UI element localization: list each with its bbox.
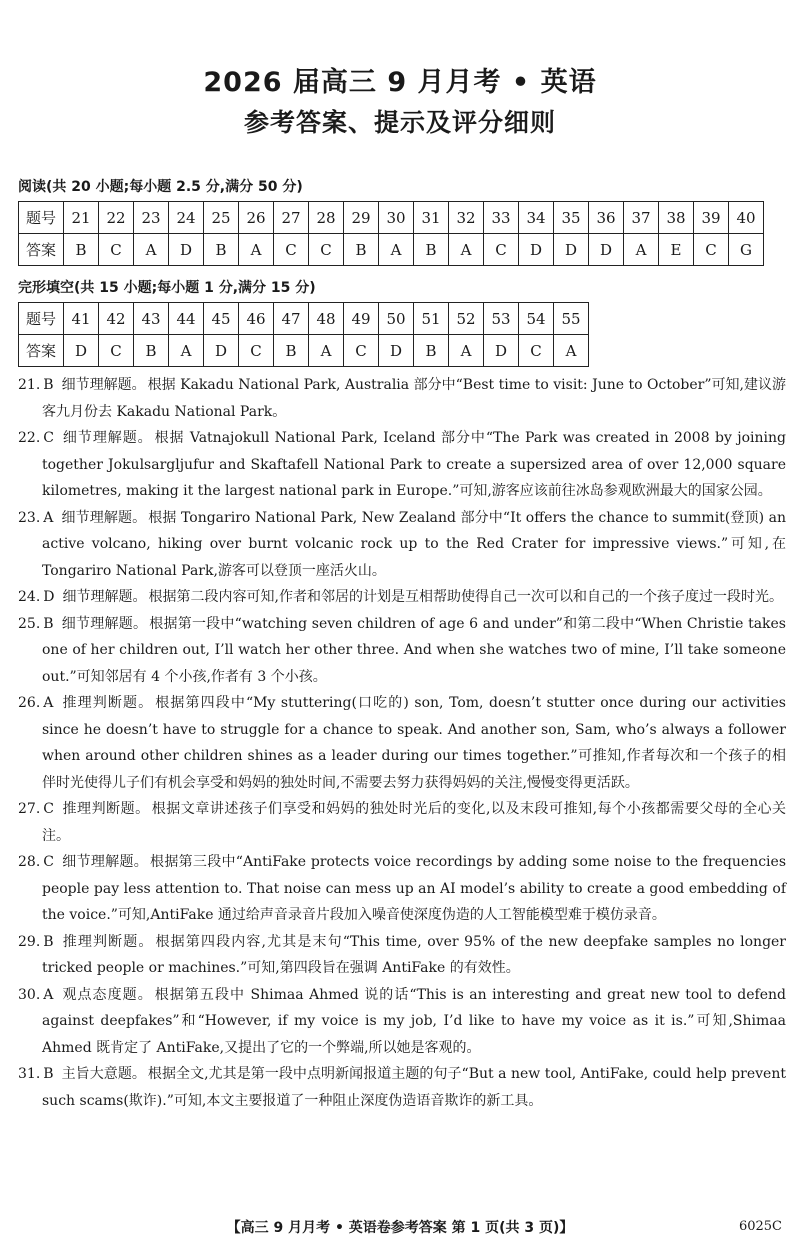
explanation-answer: A <box>43 695 54 711</box>
question-number-cell: 38 <box>659 202 694 234</box>
explanation-question-type: 细节理解题。 <box>62 589 147 605</box>
reading-number-row <box>19 202 764 234</box>
explanations-list <box>18 372 786 1114</box>
paper-code: 6025C <box>738 1219 782 1234</box>
explanation-question-type: 推理判断题。 <box>61 801 150 817</box>
explanation-question-type: 主旨大意题。 <box>61 1066 146 1082</box>
explanation-item <box>18 1061 786 1114</box>
explanation-number: 30. <box>18 986 41 1003</box>
question-number-cell: 25 <box>204 202 239 234</box>
answer-cell: B <box>344 234 379 266</box>
question-number-cell: 52 <box>449 303 484 335</box>
row-label-number: 题号 <box>19 202 64 234</box>
explanation-question-type: 细节理解题。 <box>61 377 146 393</box>
question-number-cell: 26 <box>239 202 274 234</box>
explanation-item <box>18 982 786 1062</box>
explanation-question-type: 推理判断题。 <box>61 695 154 711</box>
question-number-cell: 50 <box>379 303 414 335</box>
question-number-cell: 48 <box>309 303 344 335</box>
page-subtitle: 参考答案、提示及评分细则 <box>243 108 556 137</box>
explanation-text: 根据 Kakadu National Park, Australia 部分中“Best time to visit: June to October”可知,建议游客九月份去 Kakadu National Park。 <box>42 377 787 420</box>
explanation-item <box>18 611 786 691</box>
question-number-cell: 21 <box>64 202 99 234</box>
question-number-cell: 44 <box>169 303 204 335</box>
answer-cell: A <box>169 335 204 367</box>
explanation-item <box>18 929 786 982</box>
explanation-number: 27. <box>18 801 41 817</box>
question-number-cell: 49 <box>344 303 379 335</box>
answer-cell: A <box>379 234 414 266</box>
question-number-cell: 46 <box>239 303 274 335</box>
explanation-answer: D <box>43 589 55 605</box>
explanation-text: 根据第一段中“watching seven children of age 6 and under”和第二段中“When Christie takes one of her children out, I’ll watch her other three. And when she watches two of mine, I’ll take someone out.”可知邻居有 4 个小孩,作者有 3 个小孩。 <box>42 615 786 685</box>
answer-cell: C <box>239 335 274 367</box>
answer-cell: D <box>204 335 239 367</box>
explanation-number: 22. <box>18 430 41 446</box>
explanation-answer: A <box>43 986 54 1003</box>
question-number-cell: 23 <box>134 202 169 234</box>
question-number-cell: 30 <box>379 202 414 234</box>
explanation-number: 23. <box>18 509 41 526</box>
explanation-number: 26. <box>18 695 41 711</box>
question-number-cell: 35 <box>554 202 589 234</box>
question-number-cell: 39 <box>694 202 729 234</box>
answer-cell: C <box>99 335 134 367</box>
explanation-text: 根据全文,尤其是第一段中点明新闻报道主题的句子“But a new tool, AntiFake, could help prevent such scams(欺诈).”可知,本文主要报道了一种阻止深度伪造语音欺诈的新工具。 <box>42 1066 786 1109</box>
explanation-question-type: 细节理解题。 <box>61 509 147 526</box>
explanation-question-type: 观点态度题。 <box>61 986 153 1003</box>
answer-cell: C <box>274 234 309 266</box>
answer-cell: D <box>554 234 589 266</box>
explanation-item <box>18 584 786 611</box>
explanation-question-type: 细节理解题。 <box>61 854 149 870</box>
question-number-cell: 42 <box>99 303 134 335</box>
question-number-cell: 27 <box>274 202 309 234</box>
explanation-number: 29. <box>18 933 41 950</box>
explanation-item <box>18 849 786 929</box>
reading-answer-row <box>19 234 764 266</box>
explanation-text: 根据 Vatnajokull National Park, Iceland 部分中“The Park was created in 2008 by joining together Jokulsargljufur and Skaftafell National Park to create a supersized area of over 12,000 square kilometres, making it the largest national park in Europe.”可知,游客应该前往冰岛参观欧洲最大的国家公园。 <box>42 430 786 499</box>
row-label-answer: 答案 <box>19 335 64 367</box>
answer-cell: A <box>554 335 589 367</box>
explanation-item <box>18 690 786 796</box>
answer-cell: A <box>449 335 484 367</box>
explanation-answer: A <box>43 509 54 526</box>
question-number-cell: 41 <box>64 303 99 335</box>
explanation-item <box>18 372 786 425</box>
page-title: 2026 届高三 9 月月考 • 英语 <box>203 67 597 98</box>
explanation-answer: B <box>43 377 54 393</box>
answer-cell: A <box>239 234 274 266</box>
answer-cell: G <box>729 234 764 266</box>
question-number-cell: 47 <box>274 303 309 335</box>
explanation-answer: B <box>43 1066 54 1082</box>
question-number-cell: 37 <box>624 202 659 234</box>
question-number-cell: 40 <box>729 202 764 234</box>
answer-cell: D <box>589 234 624 266</box>
answer-cell: B <box>414 335 449 367</box>
answer-cell: D <box>64 335 99 367</box>
cloze-answer-row <box>19 335 589 367</box>
explanation-number: 24. <box>18 589 41 605</box>
explanation-answer: B <box>43 933 54 950</box>
answer-cell: B <box>414 234 449 266</box>
explanation-text: 根据第二段内容可知,作者和邻居的计划是互相帮助使得自己一次可以和自己的一个孩子度过一段时光。 <box>148 589 783 605</box>
explanation-answer: C <box>43 854 54 870</box>
explanation-item <box>18 505 786 585</box>
question-number-cell: 51 <box>414 303 449 335</box>
question-number-cell: 45 <box>204 303 239 335</box>
reading-heading: 阅读(共 20 小题;每小题 2.5 分,满分 50 分) <box>18 179 303 195</box>
answer-cell: A <box>449 234 484 266</box>
question-number-cell: 24 <box>169 202 204 234</box>
explanation-item <box>18 425 786 505</box>
explanation-text: 根据第五段中 Shimaa Ahmed 说的话“This is an interesting and great new tool to defend against deepfakes”和“However, if my voice is my job, I’d like to have my voice as it is.”可知,Shimaa Ahmed 既肯定了 AntiFake,又提出了它的一个弊端,所以她是客观的。 <box>42 986 787 1056</box>
answer-cell: D <box>484 335 519 367</box>
answer-cell: B <box>204 234 239 266</box>
answer-cell: B <box>134 335 169 367</box>
question-number-cell: 55 <box>554 303 589 335</box>
cloze-number-row <box>19 303 589 335</box>
question-number-cell: 22 <box>99 202 134 234</box>
answer-cell: A <box>134 234 169 266</box>
answer-cell: B <box>274 335 309 367</box>
question-number-cell: 36 <box>589 202 624 234</box>
cloze-heading: 完形填空(共 15 小题;每小题 1 分,满分 15 分) <box>18 280 316 296</box>
explanation-text: 根据第四段内容,尤其是末句“This time, over 95% of the new deepfake samples no longer tricked people or machines.”可知,第四段旨在强调 AntiFake 的有效性。 <box>42 933 787 976</box>
page-footer: 【高三 9 月月考 • 英语卷参考答案 第 1 页(共 3 页)】 <box>226 1220 574 1236</box>
question-number-cell: 28 <box>309 202 344 234</box>
question-number-cell: 34 <box>519 202 554 234</box>
row-label-number: 题号 <box>19 303 64 335</box>
answer-cell: E <box>659 234 694 266</box>
question-number-cell: 54 <box>519 303 554 335</box>
answer-cell: C <box>344 335 379 367</box>
explanation-text: 根据 Tongariro National Park, New Zealand 部分中“It offers the chance to summit(登顶) an active volcano, hiking over burnt volcanic rock up to the Red Crater for impressive views.”可知,在 Tongariro National Park,游客可以登顶一座活火山。 <box>42 509 787 579</box>
question-number-cell: 32 <box>449 202 484 234</box>
explanation-text: 根据文章讲述孩子们享受和妈妈的独处时光后的变化,以及末段可推知,每个小孩都需要父母的全心关注。 <box>42 801 787 844</box>
answer-cell: C <box>694 234 729 266</box>
question-number-cell: 33 <box>484 202 519 234</box>
question-number-cell: 53 <box>484 303 519 335</box>
explanation-number: 21. <box>18 377 41 393</box>
explanation-text: 根据第四段中“My stuttering(口吃的) son, Tom, doesn’t stutter once during our activities since he doesn’t have to struggle for a chance to speak. And another son, Sam, who’s always a follower when around other children shines as a leader during our times together.”可推知,作者每次和一个孩子的相伴时光使得儿子们有机会享受和妈妈的独处时间,不需要去努力获得妈妈的关注,慢慢变得更活跃。 <box>42 695 786 791</box>
answer-cell: C <box>99 234 134 266</box>
explanation-text: 根据第三段中“AntiFake protects voice recordings by adding some noise to the frequencies people pay less attention to. That noise can mess up an AI model’s ability to create a good embedding of the voice.”可知,AntiFake 通过给声音录音片段加入噪音使深度伪造的人工智能模型难于模仿录音。 <box>42 854 787 923</box>
explanation-question-type: 推理判断题。 <box>61 933 154 950</box>
explanation-number: 25. <box>18 615 41 632</box>
explanation-answer: C <box>43 430 54 446</box>
answer-cell: C <box>519 335 554 367</box>
question-number-cell: 43 <box>134 303 169 335</box>
reading-answer-table <box>18 201 764 266</box>
explanation-answer: C <box>43 801 54 817</box>
explanation-question-type: 细节理解题。 <box>61 615 148 632</box>
answer-cell: B <box>64 234 99 266</box>
answer-cell: D <box>379 335 414 367</box>
cloze-answer-table <box>18 302 589 367</box>
row-label-answer: 答案 <box>19 234 64 266</box>
explanation-question-type: 细节理解题。 <box>61 430 153 446</box>
answer-cell: D <box>519 234 554 266</box>
explanation-item <box>18 796 786 849</box>
explanation-answer: B <box>43 615 54 632</box>
answer-cell: D <box>169 234 204 266</box>
answer-cell: C <box>484 234 519 266</box>
answer-cell: A <box>624 234 659 266</box>
answer-cell: C <box>309 234 344 266</box>
explanation-number: 28. <box>18 854 41 870</box>
answer-cell: A <box>309 335 344 367</box>
explanation-number: 31. <box>18 1066 41 1082</box>
question-number-cell: 31 <box>414 202 449 234</box>
question-number-cell: 29 <box>344 202 379 234</box>
